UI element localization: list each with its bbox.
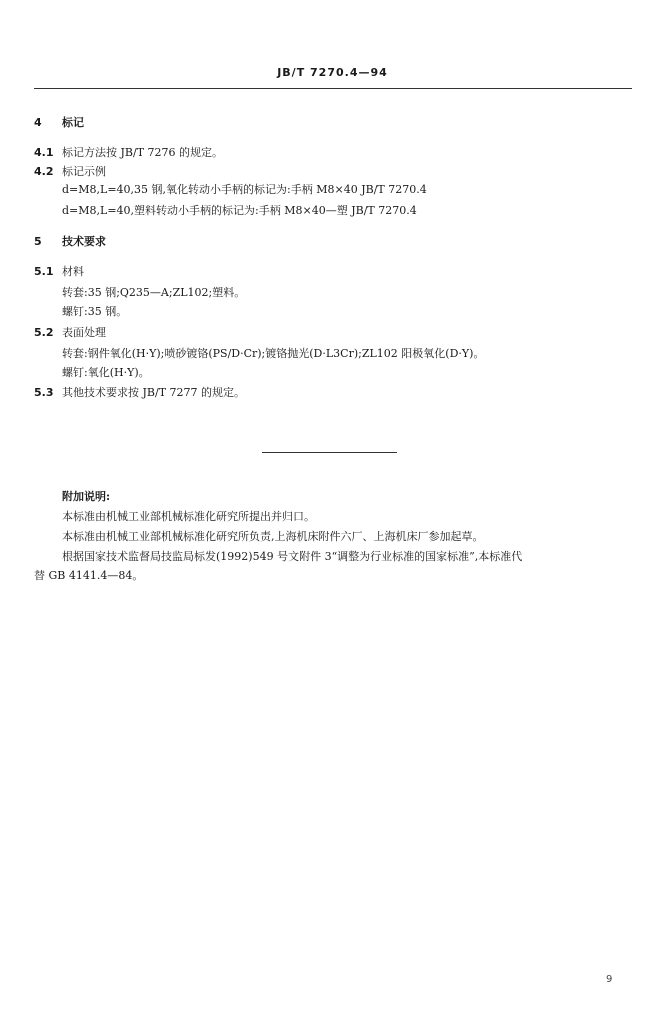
- clause-text: 标记方法按 JB/T 7276 的规定。: [62, 146, 224, 159]
- clause-text: 其他技术要求按 JB/T 7277 的规定。: [62, 386, 246, 399]
- surface-screw: 螺钉:氧化(H·Y)。: [62, 366, 150, 379]
- notes-line: 本标准由机械工业部机械标准化研究所提出并归口。: [62, 510, 315, 523]
- marking-example-steel: d=M8,L=40,35 钢,氧化转动小手柄的标记为:手柄 M8×40 JB/T 7270.4: [62, 183, 427, 196]
- clause-5-2: [34, 326, 106, 340]
- clause-text: 表面处理: [62, 326, 106, 339]
- section-4-heading: [34, 116, 84, 130]
- section-number: 5: [34, 235, 42, 248]
- material-screw: 螺钉:35 钢。: [62, 305, 128, 318]
- clause-number: 4.2: [34, 165, 54, 178]
- clause-5-1: [34, 265, 84, 279]
- section-5-heading: [34, 235, 106, 249]
- page-number: 9: [606, 974, 613, 985]
- material-sleeve: 转套:35 钢;Q235—A;ZL102;塑料。: [62, 286, 246, 299]
- notes-line: 根据国家技术监督局技监局标发(1992)549 号文附件 3“调整为行业标准的国家标准”,本标准代: [62, 550, 523, 563]
- surface-sleeve: 转套:钢件氧化(H·Y);喷砂镀铬(PS/D·Cr);镀铬抛光(D·L3Cr);ZL102 阳极氧化(D·Y)。: [62, 347, 485, 360]
- clause-5-3: [34, 386, 245, 400]
- notes-line: 替 GB 4141.4—84。: [34, 569, 144, 582]
- clause-number: 5.3: [34, 386, 54, 399]
- section-number: 4: [34, 116, 42, 129]
- notes-title: 附加说明:: [62, 490, 111, 503]
- section-title: 标记: [62, 116, 84, 129]
- clause-number: 4.1: [34, 146, 54, 159]
- clause-text: 标记示例: [62, 165, 106, 178]
- clause-number: 5.1: [34, 265, 54, 278]
- clause-4-2: [34, 165, 106, 179]
- header-rule: [34, 88, 632, 89]
- clause-4-1: [34, 146, 223, 160]
- section-title: 技术要求: [62, 235, 106, 248]
- marking-example-plastic: d=M8,L=40,塑料转动小手柄的标记为:手柄 M8×40—塑 JB/T 7270.4: [62, 204, 417, 217]
- document-number-header: JB/T 7270.4—94: [277, 66, 388, 79]
- section-divider: [262, 452, 397, 453]
- notes-line: 本标准由机械工业部机械标准化研究所负责,上海机床附件六厂、上海机床厂参加起草。: [62, 530, 484, 543]
- clause-text: 材料: [62, 265, 84, 278]
- clause-number: 5.2: [34, 326, 54, 339]
